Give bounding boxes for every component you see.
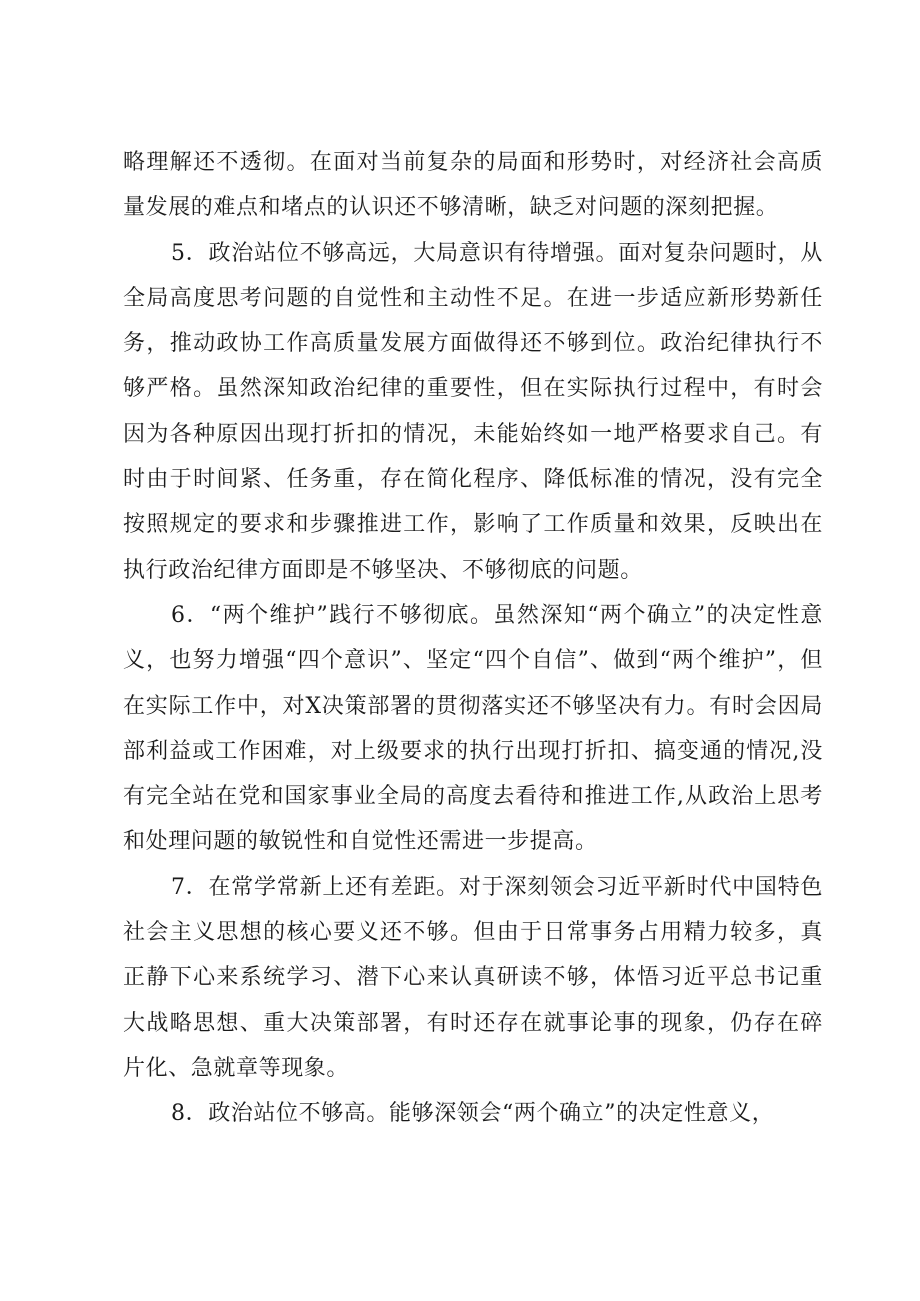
- paragraph-continuation: 略理解还不透彻。在面对当前复杂的局面和形势时，对经济社会高质量发展的难点和堵点的认识还不够清晰，缺乏对问题的深刻把握。: [123, 150, 823, 221]
- paragraph-item-6: 6．“两个维护”践行不够彻底。虽然深知“两个确立”的决定性意义，也努力增强“四个意识”、坚定“四个自信”、做到“两个维护”，但在实际工作中，对X决策部署的贯彻落实还不够坚决有力。有时会因局部利益或工作困难，对上级要求的执行出现打折扣、搞变通的情况,没有完全站在党和国家事业全局的高度去看待和推进工作,从政治上思考和处理问题的敏锐性和自觉性还需进一步提高。: [123, 602, 823, 855]
- document-body: [123, 140, 823, 1137]
- paragraph-item-7: 7．在常学常新上还有差距。对于深刻领会习近平新时代中国特色社会主义思想的核心要义还不够。但由于日常事务占用精力较多，真正静下心来系统学习、潜下心来认真研读不够，体悟习近平总书记重大战略思想、重大决策部署，有时还存在就事论事的现象，仍存在碎片化、急就章等现象。: [123, 874, 823, 1081]
- paragraph-item-5: 5．政治站位不够高远，大局意识有待增强。面对复杂问题时，从全局高度思考问题的自觉性和主动性不足。在进一步适应新形势新任务，推动政协工作高质量发展方面做得还不够到位。政治纪律执行不够严格。虽然深知政治纪律的重要性，但在实际执行过程中，有时会因为各种原因出现打折扣的情况，未能始终如一地严格要求自己。有时由于时间紧、任务重，存在简化程序、降低标准的情况，没有完全按照规定的要求和步骤推进工作，影响了工作质量和效果，反映出在执行政治纪律方面即是不够坚决、不够彻底的问题。: [123, 240, 823, 583]
- paragraph-item-8: 8．政治站位不够高。能够深领会“两个确立”的决定性意义，: [171, 1101, 775, 1127]
